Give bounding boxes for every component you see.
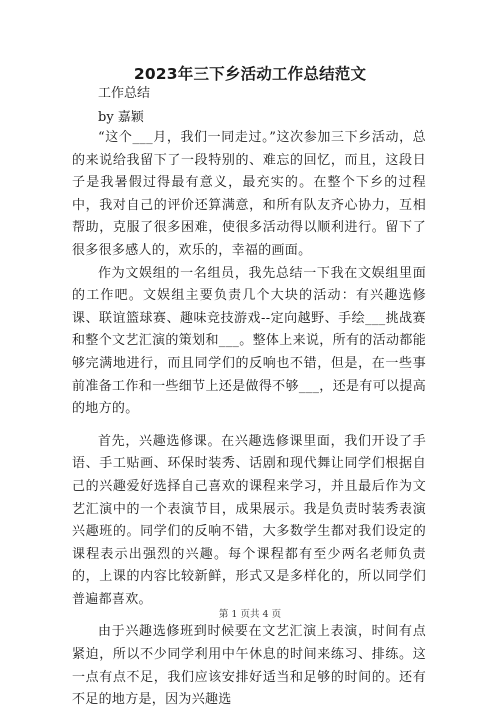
author-line: by 嘉颖 xyxy=(98,110,144,125)
page-footer: 第 1 页共 4 页 xyxy=(218,609,282,620)
paragraph-1: “这个___月，我们一同走过。”这次参加三下乡活动，总的来说给我留下了一段特别的、难忘的回忆，而且，这段日子是我暑假过得最有意义，最充实的。在整个下乡的过程中，我对自己的评价还算满意，和所有队友齐心协力，互相帮助，克服了很多困难，使很多活动得以顺利进行。留下了很多很多感人的，欢乐的，幸福的画面。 xyxy=(72,130,426,258)
paragraph-3: 首先，兴趣选修课。在兴趣选修课里面，我们开设了手语、手工贴画、环保时装秀、话剧和现代舞让同学们根据自己的兴趣爱好选择自己喜欢的课程来学习，并且最后作为文艺汇演中的一个表演节目，成果展示。我是负责时装秀表演兴趣班的。同学们的反响不错，大多数学生都对我们设定的课程表示出强烈的兴趣。每个课程都有至少两名老师负责的，上课的内容比较新鲜，形式又是多样化的，所以同学们普遍都喜欢。 xyxy=(72,433,426,607)
document-title: 2023年三下乡活动工作总结范文 xyxy=(133,65,367,83)
body-text xyxy=(72,127,426,712)
paragraph-2: 作为文娱组的一名组员，我先总结一下我在文娱组里面的工作吧。文娱组主要负责几个大块的活动：有兴趣选修课、联谊篮球赛、趣味竞技游戏--定向越野、手绘___挑战赛和整个文艺汇演的策划和___。整体上来说，所有的活动都能够完满地进行，而且同学们的反响也不错，但是，在一些事前准备工作和一些细节上还是做得不够___，还是有可以提高的地方的。 xyxy=(72,265,426,417)
paragraph-4: 由于兴趣选修班到时候要在文艺汇演上表演，时间有点紧迫，所以不少同学利用中午休息的时间来练习、排练。这一点有点不足，我们应该安排好适当和足够的时间的。还有不足的地方是，因为兴趣选 xyxy=(72,624,426,708)
section-heading: 工作总结 xyxy=(98,86,151,101)
